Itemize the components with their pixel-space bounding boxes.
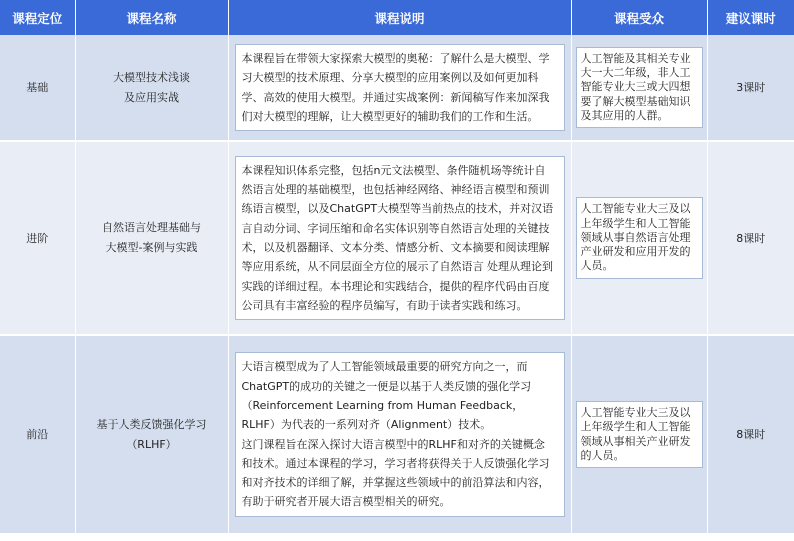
course-hours: 8课时 xyxy=(707,335,794,534)
header-audience: 课程受众 xyxy=(571,0,707,35)
course-audience: 人工智能专业大三及以上年级学生和人工智能领域从事自然语言处理产业研发和应用开发的人员。 xyxy=(576,197,703,278)
table-row xyxy=(0,335,794,534)
course-description-paragraph: 大语言模型成为了人工智能领域最重要的研究方向之一，而ChatGPT的成功的关键之一便是以基于人类反馈的强化学习（Reinforcement Learning from Human Feedback，RLHF）为代表的一系列对齐（Alignment）技术。 xyxy=(241,360,532,432)
course-description-cell xyxy=(228,335,571,534)
course-name-line: 基于人类反馈强化学习 xyxy=(96,417,207,431)
header-hours: 建议课时 xyxy=(707,0,794,35)
course-audience-cell xyxy=(571,35,707,141)
header-row xyxy=(0,0,794,35)
header-description: 课程说明 xyxy=(228,0,571,35)
course-position: 前沿 xyxy=(0,335,75,534)
course-name xyxy=(75,335,228,534)
course-description-cell xyxy=(228,35,571,141)
course-name-line: 自然语言处理基础与 xyxy=(102,221,201,234)
course-hours: 3课时 xyxy=(707,35,794,141)
course-name-line: （RLHF） xyxy=(126,437,177,451)
course-audience: 人工智能及其相关专业大一大二年级，非人工智能专业大三或大四想要了解大模型基础知识及其应用的人群。 xyxy=(576,47,703,128)
course-hours: 8课时 xyxy=(707,141,794,335)
course-name-line: 及应用实战 xyxy=(124,90,179,104)
course-description-cell xyxy=(228,141,571,335)
table-row xyxy=(0,35,794,141)
course-name-line: 大模型-案例与实践 xyxy=(105,241,198,254)
course-description: 本课程旨在带领大家探索大模型的奥秘：了解什么是大模型、学习大模型的技术原理、分享大模型的应用案例以及如何更加科学、高效的使用大模型。并通过实战案例：新闻稿写作来加深我们对大模型的理解，让大模型更好的辅助我们的工作和生活。 xyxy=(235,44,565,131)
header-position: 课程定位 xyxy=(0,0,75,35)
course-description: 本课程知识体系完整，包括n元文法模型、条件随机场等统计自然语言处理的基础模型，也包括神经网络、神经语言模型和预训练语言模型，以及ChatGPT大模型等当前热点的技术，并对汉语言自动分词、字词压缩和命名实体识别等自然语言处理的关键技术，以及机器翻译、文本分类、情感分析、文本摘要和阅读理解等应用系统，从不同层面全方位的展示了自然语言 处理从理论到实践的详细过程。本书理论和实践结合，提供的程序代码由百度公司具有丰富经验的程序员编写，有助于读者实践和练习。 xyxy=(235,156,565,320)
course-position: 进阶 xyxy=(0,141,75,335)
course-audience: 人工智能专业大三及以上年级学生和人工智能领域从事相关产业研发的人员。 xyxy=(576,401,703,468)
header-name: 课程名称 xyxy=(75,0,228,35)
course-description-paragraph: 这门课程旨在深入探讨大语言模型中的RLHF和对齐的关键概念和技术。通过本课程的学习，学习者将获得关于人反馈强化学习和对齐技术的详细了解，并掌握这些领域中的前沿算法和内容，有助于研究者开展大语言模型相关的研究。 xyxy=(241,437,550,509)
course-audience-cell xyxy=(571,141,707,335)
course-audience-cell xyxy=(571,335,707,534)
course-position: 基础 xyxy=(0,35,75,141)
course-name xyxy=(75,141,228,335)
course-name xyxy=(75,35,228,141)
course-name-line: 大模型技术浅谈 xyxy=(113,70,190,84)
course-description xyxy=(235,352,565,516)
table-row xyxy=(0,141,794,335)
